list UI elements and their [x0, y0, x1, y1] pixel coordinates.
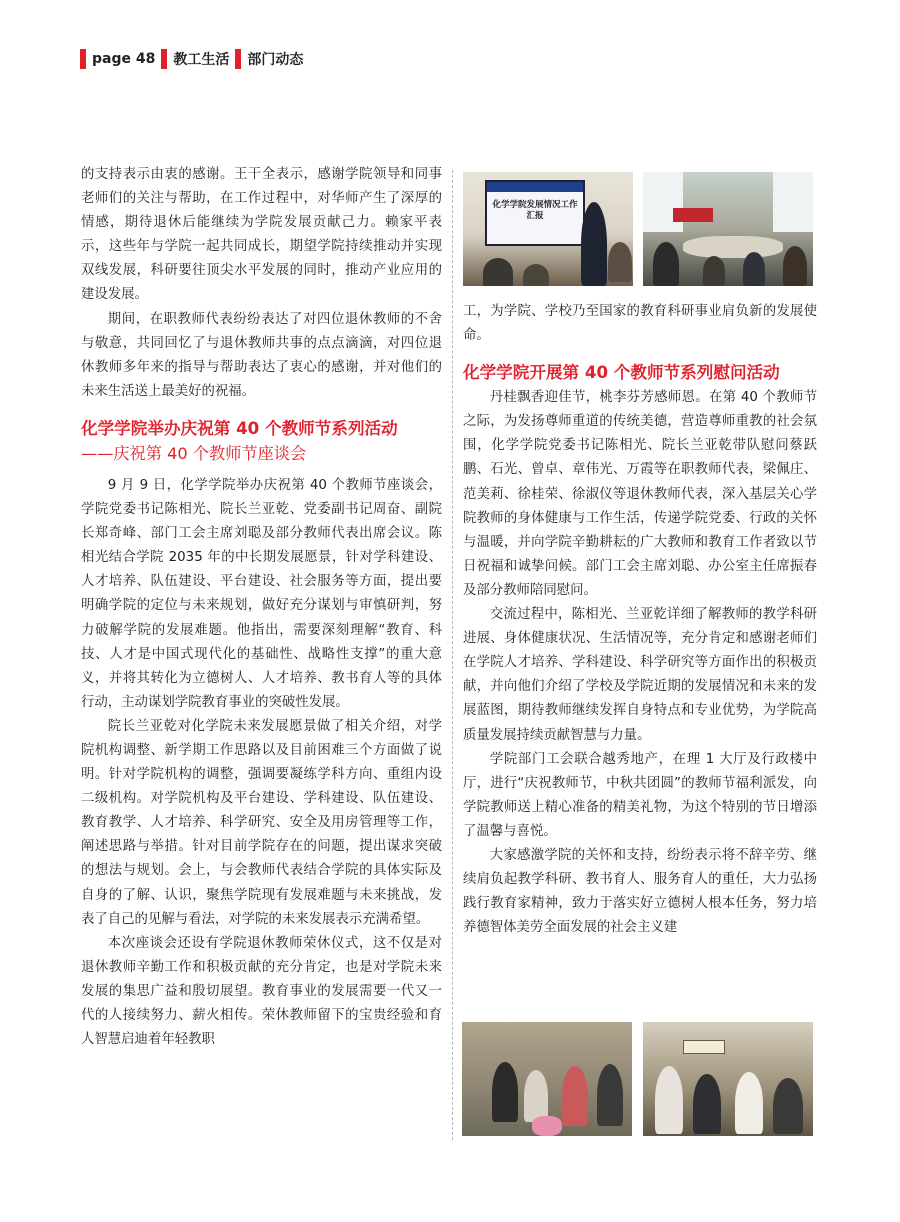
article-heading: 化学学院开展第 40 个教师节系列慰问活动 — [463, 363, 780, 383]
slide-title: 化学学院发展情况工作汇报 — [492, 200, 578, 221]
header-bar — [235, 49, 241, 69]
visitor-figure — [492, 1062, 518, 1122]
window — [643, 172, 683, 232]
audience-figure — [608, 242, 632, 282]
visitor-figure — [655, 1066, 683, 1134]
page-header — [80, 48, 309, 70]
visitor-figure — [597, 1064, 623, 1126]
visitor-figure — [773, 1078, 803, 1134]
article-heading: 化学学院举办庆祝第 40 个教师节系列活动 — [81, 418, 398, 438]
section-title: 教工生活 — [173, 52, 230, 68]
subsection-title: 部门动态 — [247, 52, 304, 68]
paragraph: 交流过程中，陈相光、兰亚乾详细了解教师的教学科研进展、身体健康状况、生活情况等，充分肯定和感谢老师们在学院人才培养、学科建设、科学研究等方面作出的积极贡献，并向他们介绍了学校及学院近期的发展情况和未来的发展蓝图，期待教师继续发挥自身特点和专业优势，为学院高质量发展持续贡献智慧与力量。 — [463, 607, 817, 743]
paragraph: 9 月 9 日，化学学院举办庆祝第 40 个教师节座谈会，学院党委书记陈相光、院长兰亚乾、党委副书记周奋、副院长郑奇峰、部门工会主席刘聪及部分教师代表出席会议。陈相光结合学院 2035 年的中长期发展愿景，针对学科建设、人才培养、队伍建设、平台建设、社会服务等方面，提出要明确学院的定位与未来规划，做好充分谋划与审慎研判，努力破解学院的发展难题。他指出，需要深刻理解“教育、科技、人才是中国式现代化的基础性、战略性支撑”的重大意义，并将其转化为立德树人、人才培养、教书育人等的具体行动，主动谋划学院教育事业的突破性发展。 — [81, 477, 442, 710]
audience-figure — [523, 264, 549, 286]
audience-figure — [483, 258, 513, 286]
flower-bouquet — [532, 1116, 562, 1136]
calligraphy-scroll — [683, 1040, 725, 1054]
red-screen — [673, 208, 713, 222]
paragraph: 大家感激学院的关怀和支持，纷纷表示将不辞辛劳、继续肩负起教学科研、教书育人、服务育人的重任，大力弘扬践行教育家精神，致力于落实好立德树人根本任务，努力培养德智体美劳全面发展的社会主义建 — [463, 847, 817, 936]
photo-meeting-room — [643, 172, 813, 286]
visitor-figure — [562, 1066, 588, 1126]
visitor-figure — [693, 1074, 721, 1134]
paragraph: 工，为学院、学校乃至国家的教育科研事业肩负新的发展使命。 — [463, 304, 817, 344]
attendee-figure — [783, 246, 807, 286]
header-bar — [161, 49, 167, 69]
photo-presentation — [463, 172, 633, 286]
left-column — [81, 163, 442, 1052]
paragraph: 院长兰亚乾对化学院未来发展愿景做了相关介绍，对学院机构调整、新学期工作思路以及目前困难三个方面做了说明。针对学院机构的调整，强调要凝练学科方向、重组内设二级机构。对学院机构及平台建设、学科建设、队伍建设、教育教学、人才培养、科学研究、安全及用房管理等工作，阐述思路与举措。针对目前学院存在的问题，提出谋求突破的想法与规划。会上，与会教师代表结合学院的具体实际及自身的了解、认识，聚焦学院现有发展难题与未来挑战，发表了自己的见解与看法，对学院的未来发展表示充满希望。 — [81, 718, 442, 927]
header-bar — [80, 49, 86, 69]
paragraph: 学院部门工会联合越秀地产，在理 1 大厅及行政楼中厅，进行“庆祝教师节，中秋共团圆”的教师节福利派发，向学院教师送上精心准备的精美礼物，为这个特别的节日增添了温馨与喜悦。 — [463, 751, 817, 839]
attendee-figure — [703, 256, 725, 286]
attendee-figure — [653, 242, 679, 286]
speaker-figure — [581, 202, 607, 286]
teacher-figure — [524, 1070, 548, 1122]
photo-visit-living-room — [643, 1022, 813, 1136]
paragraph: 的支持表示由衷的感谢。王干全表示，感谢学院领导和同事老师们的关注与帮助，在工作过程中，对华师产生了深厚的情感，期待退休后能继续为学院发展贡献己力。赖家平表示，这些年与学院一起共同成长，期望学院持续推动并实现双线发展，科研要往顶尖水平发展的同时，推动产业应用的建设发展。 — [81, 167, 442, 303]
page-number: page 48 — [92, 51, 156, 67]
attendee-figure — [743, 252, 765, 286]
column-divider — [452, 170, 453, 1140]
photo-visit-home — [462, 1022, 632, 1136]
right-column — [463, 300, 817, 940]
paragraph: 本次座谈会还设有学院退休教师荣休仪式，这不仅是对退休教师辛勤工作和积极贡献的充分肯定，也是对学院未来发展的集思广益和殷切展望。教育事业的发展需要一代又一代的人接续努力、薪火相传。荣休教师留下的宝贵经验和育人智慧启迪着年轻教职 — [81, 935, 442, 1048]
projector-screen — [485, 180, 585, 246]
window — [773, 172, 813, 232]
teacher-figure — [735, 1072, 763, 1134]
article-subheading: ——庆祝第 40 个教师节座谈会 — [81, 443, 307, 463]
paragraph: 期间，在职教师代表纷纷表达了对四位退休教师的不舍与敬意，共同回忆了与退休教师共事的点点滴滴，对四位退休教师多年来的指导与帮助表达了衷心的感谢，并对他们的未来生活送上最美好的祝福。 — [81, 311, 442, 399]
conference-table — [683, 236, 783, 258]
paragraph: 丹桂飘香迎佳节，桃李芬芳感师恩。在第 40 个教师节之际，为发扬尊师重道的传统美德，营造尊师重教的社会氛围，化学学院党委书记陈相光、院长兰亚乾带队慰问蔡跃鹏、石光、曾卓、章伟光、万霞等在职教师代表，梁佩庄、范美莉、徐桂荣、徐淑仪等退休教师代表，深入基层关心学院教师的身体健康与工作生活，传递学院党委、行政的关怀与温暖，并向学院辛勤耕耘的广大教师和教育工作者致以节日祝福和诚挚问候。部门工会主席刘聪、办公室主任席振春及部分教师陪同慰问。 — [463, 390, 817, 598]
